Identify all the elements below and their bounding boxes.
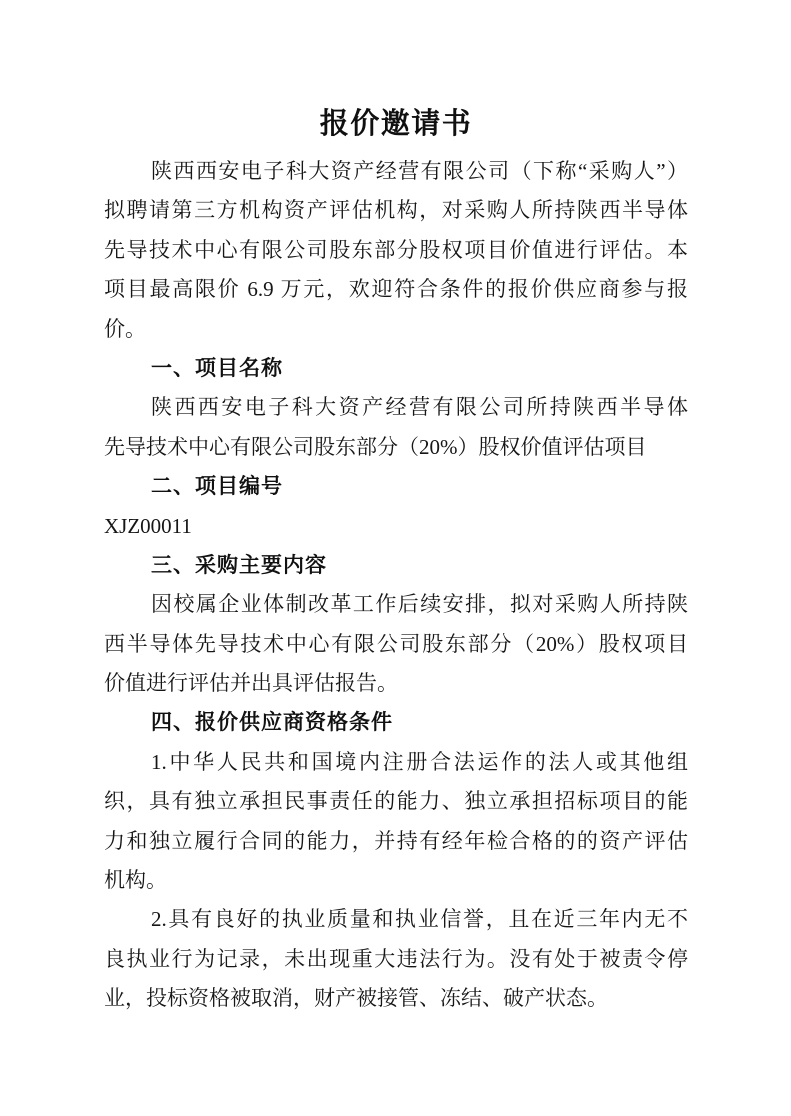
paragraph-line: 良执业行为记录，未出现重大违法行为。没有处于被责令停 — [104, 946, 688, 971]
paragraph-line: 先导技术中心有限公司股东部分（20%）股权价值评估项目 — [104, 434, 647, 459]
paragraph-line: 陕西西安电子科大资产经营有限公司所持陕西半导体 — [151, 395, 688, 420]
section-heading: 二、项目编号 — [151, 475, 283, 499]
paragraph-line: 西半导体先导技术中心有限公司股东部分（20%）股权项目 — [104, 631, 688, 656]
paragraph-line: 陕西西安电子科大资产经营有限公司（下称“采购人”） — [151, 159, 688, 183]
paragraph-line: 因校属企业体制改革工作后续安排，拟对采购人所持陕 — [151, 592, 688, 617]
paragraph-line: 价。 — [104, 316, 146, 341]
paragraph-line: 先导技术中心有限公司股东部分股权项目价值进行评估。本 — [104, 237, 688, 262]
paragraph-line: 拟聘请第三方机构资产评估机构，对采购人所持陕西半导体 — [104, 198, 688, 223]
paragraph-line: 项目最高限价 6.9 万元，欢迎符合条件的报价供应商参与报 — [104, 277, 688, 302]
document-body — [104, 152, 688, 1019]
paragraph-line: 业，投标资格被取消，财产被接管、冻结、破产状态。 — [104, 986, 608, 1011]
document-title: 报价邀请书 — [319, 108, 473, 140]
paragraph-line: XJZ00011 — [104, 513, 192, 538]
paragraph-line: 织，具有独立承担民事责任的能力、独立承担招标项目的能 — [104, 789, 688, 814]
paragraph-line: 1.中华人民共和国境内注册合法运作的法人或其他组 — [151, 749, 688, 774]
paragraph-line: 价值进行评估并出具评估报告。 — [104, 671, 398, 696]
section-heading: 四、报价供应商资格条件 — [151, 711, 393, 735]
section-heading: 一、项目名称 — [151, 356, 283, 380]
paragraph-line: 机构。 — [104, 868, 167, 893]
paragraph-line: 2.具有良好的执业质量和执业信誉，且在近三年内无不 — [151, 907, 688, 932]
section-heading: 三、采购主要内容 — [151, 553, 327, 577]
paragraph-line: 力和独立履行合同的能力，并持有经年检合格的的资产评估 — [104, 828, 688, 853]
